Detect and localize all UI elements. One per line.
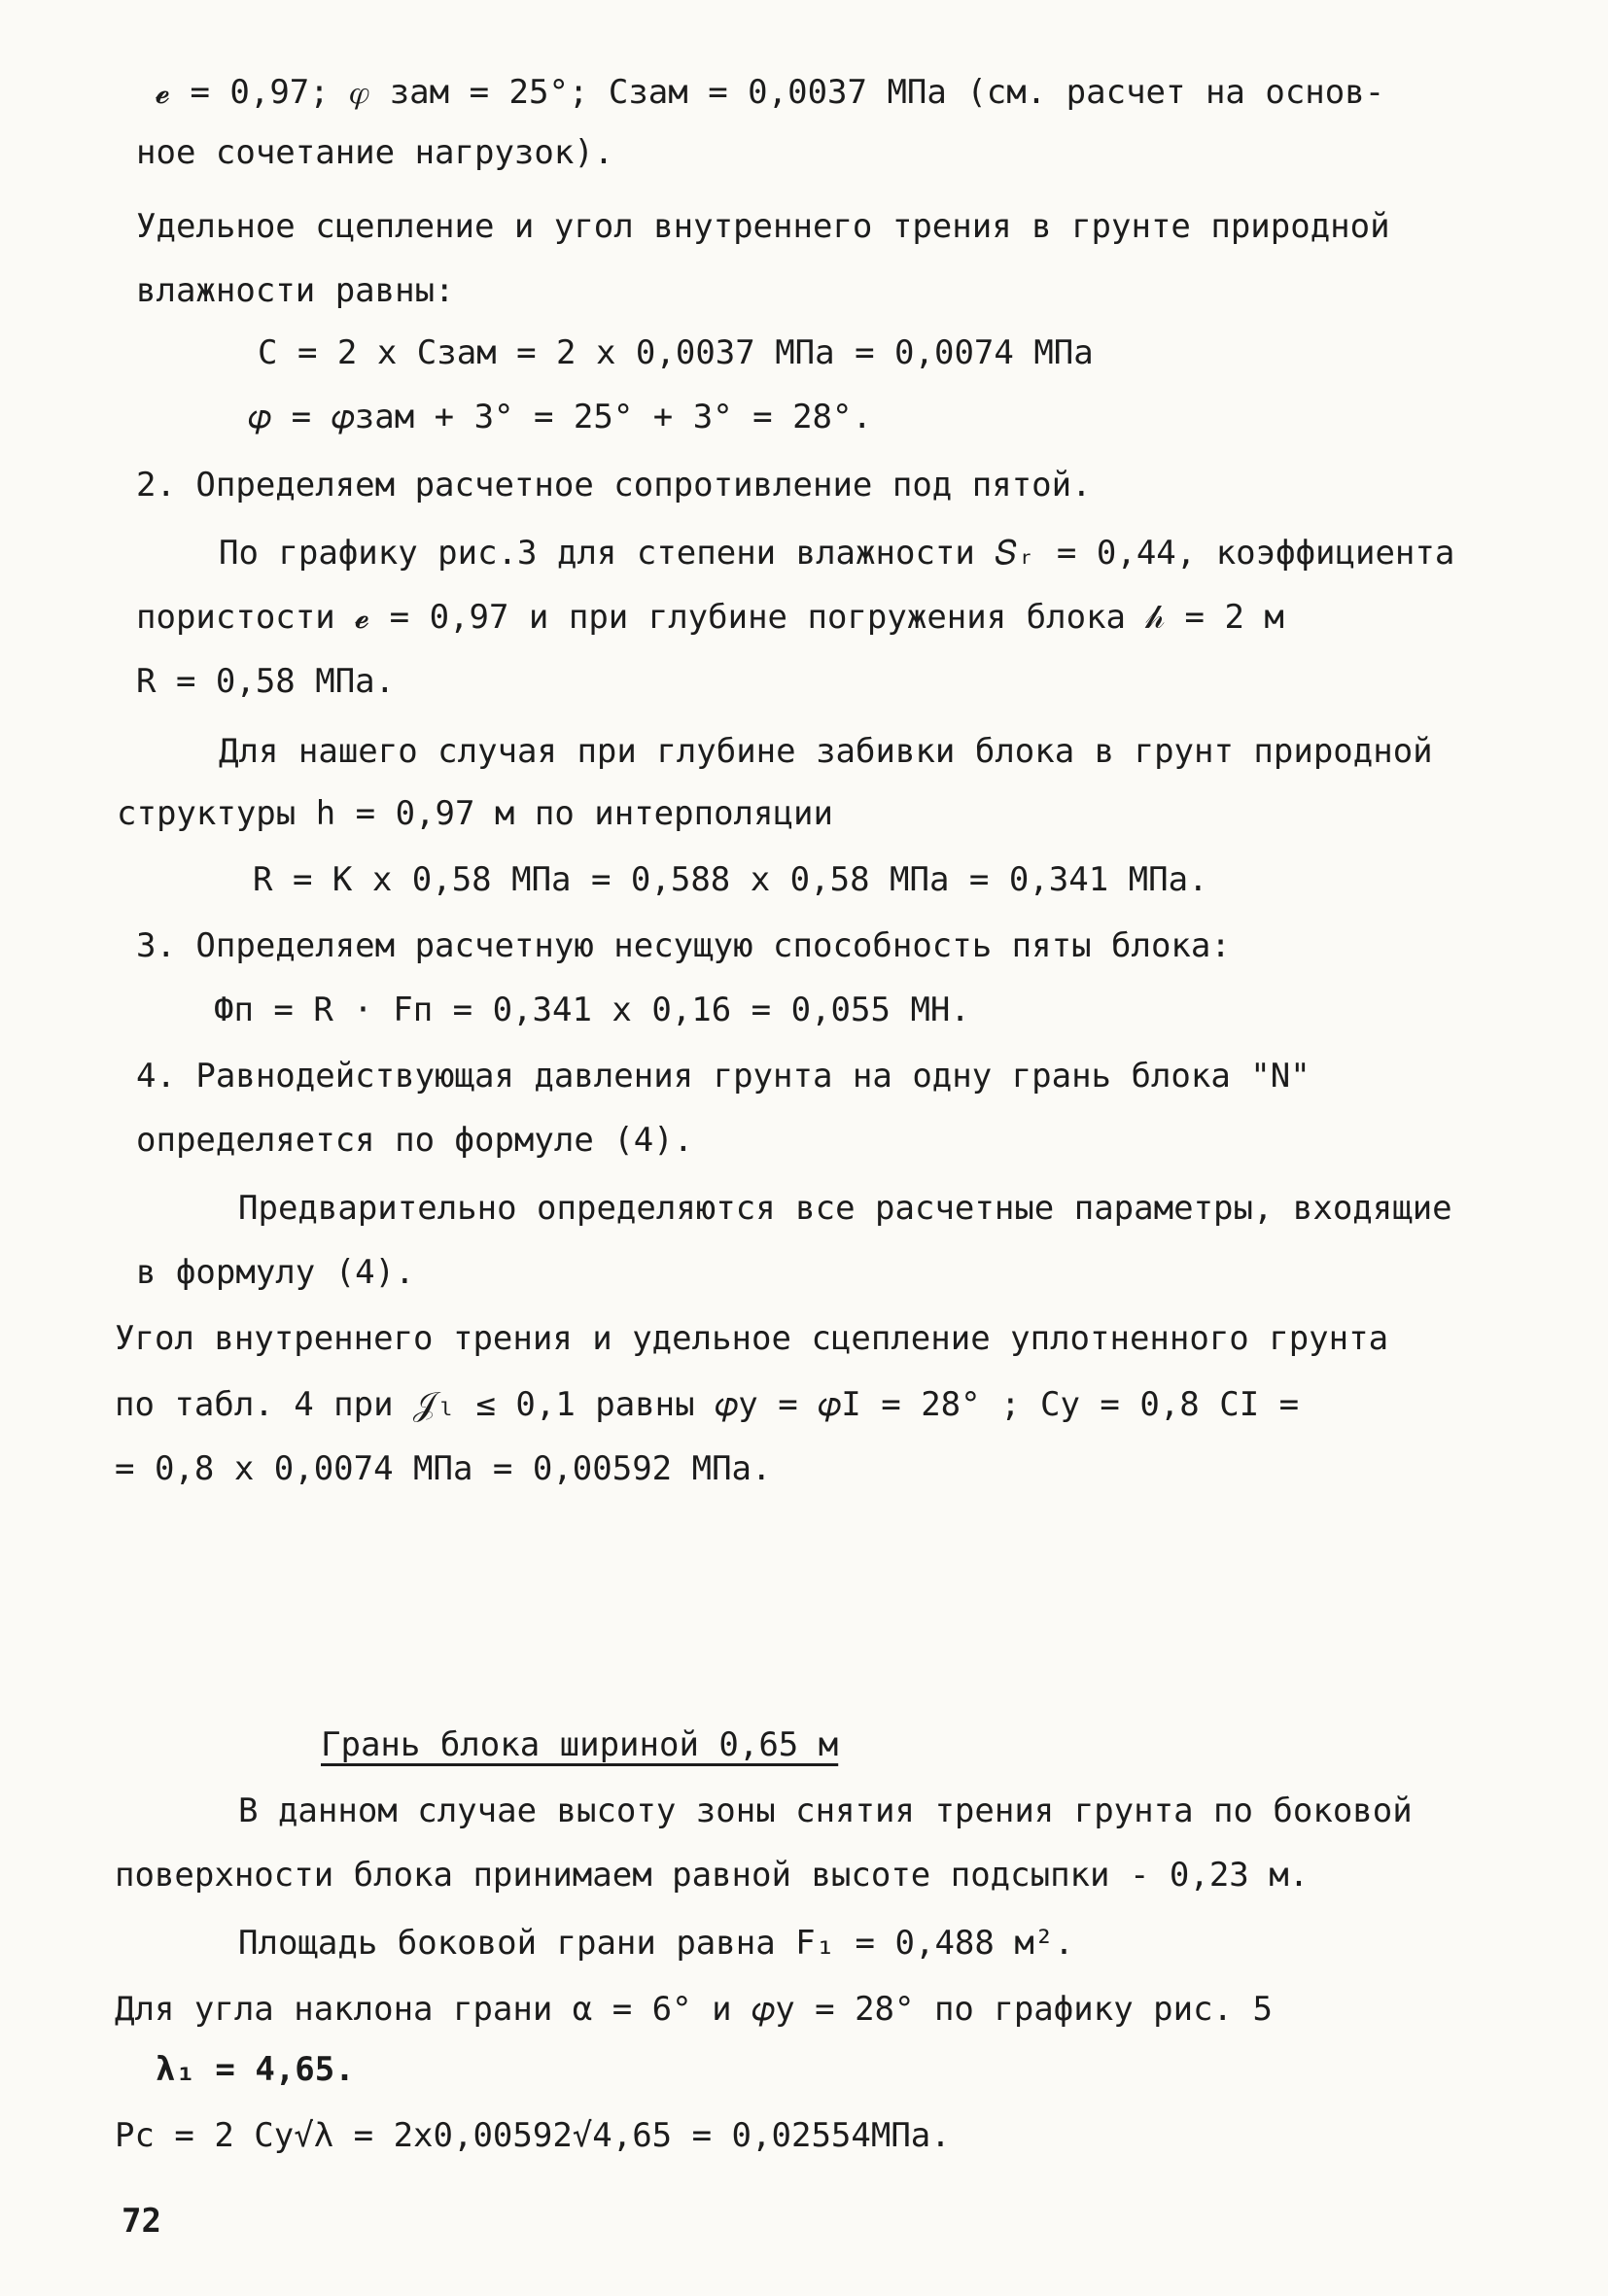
section-heading: Грань блока шириной 0,65 м	[321, 1725, 839, 1764]
formula-line: λ₁ = 4,65.	[156, 2050, 355, 2089]
text-line: 3. Определяем расчетную несущую способность пяты блока:	[136, 926, 1231, 965]
formula-line: С = 2 х Сзам = 2 х 0,0037 МПа = 0,0074 МПа	[258, 333, 1094, 372]
text-line: Для угла наклона грани α = 6° и 𝜑у = 28° по графику рис. 5	[115, 1990, 1273, 2029]
page-number: 72	[122, 2202, 161, 2241]
text-line: 4. Равнодействующая давления грунта на одну грань блока "N"	[136, 1057, 1311, 1096]
text-line: Угол внутреннего трения и удельное сцепление уплотненного грунта	[115, 1319, 1389, 1358]
text-line: 𝓮 = 0,97; 𝜑 зам = 25°; Сзам = 0,0037 МПа (см. расчет на основ-	[156, 73, 1385, 112]
text-line: пористости 𝓮 = 0,97 и при глубине погружения блока 𝒽 = 2 м	[136, 598, 1284, 637]
text-line: определяется по формуле (4).	[136, 1121, 694, 1160]
formula-line: Pc = 2 Су√λ = 2х0,00592√4,65 = 0,02554МПа.	[115, 2116, 951, 2155]
formula-line: R = K x 0,58 МПа = 0,588 х 0,58 МПа = 0,341 МПа.	[253, 860, 1208, 899]
text-line: В данном случае высоту зоны снятия трения грунта по боковой	[238, 1792, 1413, 1830]
text-line: Удельное сцепление и угол внутреннего трения в грунте природной	[136, 207, 1390, 246]
text-line: = 0,8 х 0,0074 МПа = 0,00592 МПа.	[115, 1449, 772, 1488]
text-line: влажности равны:	[136, 271, 455, 310]
text-line: По графику рис.3 для степени влажности 𝑆ᵣ = 0,44, коэффициента	[219, 534, 1455, 573]
text-line: поверхности блока принимаем равной высоте подсыпки - 0,23 м.	[115, 1856, 1310, 1895]
text-line: 2. Определяем расчетное сопротивление под пятой.	[136, 466, 1092, 504]
text-line: Предварительно определяются все расчетные параметры, входящие	[238, 1189, 1452, 1228]
text-line: Площадь боковой грани равна F₁ = 0,488 м².	[238, 1924, 1074, 1963]
text-line: по табл. 4 при 𝒥ₗ ≤ 0,1 равны 𝜑у = 𝜑I = 28° ; Су = 0,8 СI =	[115, 1385, 1300, 1424]
formula-line: Фп = R · Fп = 0,341 х 0,16 = 0,055 МН.	[214, 991, 970, 1029]
text-line: ное сочетание нагрузок).	[136, 133, 614, 172]
text-line: в формулу (4).	[136, 1253, 415, 1292]
text-line: R = 0,58 МПа.	[136, 662, 396, 701]
text-line: структуры h = 0,97 м по интерполяции	[117, 794, 833, 833]
formula-line: 𝜑 = 𝜑зам + 3° = 25° + 3° = 28°.	[248, 398, 872, 436]
text-line: Для нашего случая при глубине забивки блока в грунт природной	[219, 732, 1433, 771]
